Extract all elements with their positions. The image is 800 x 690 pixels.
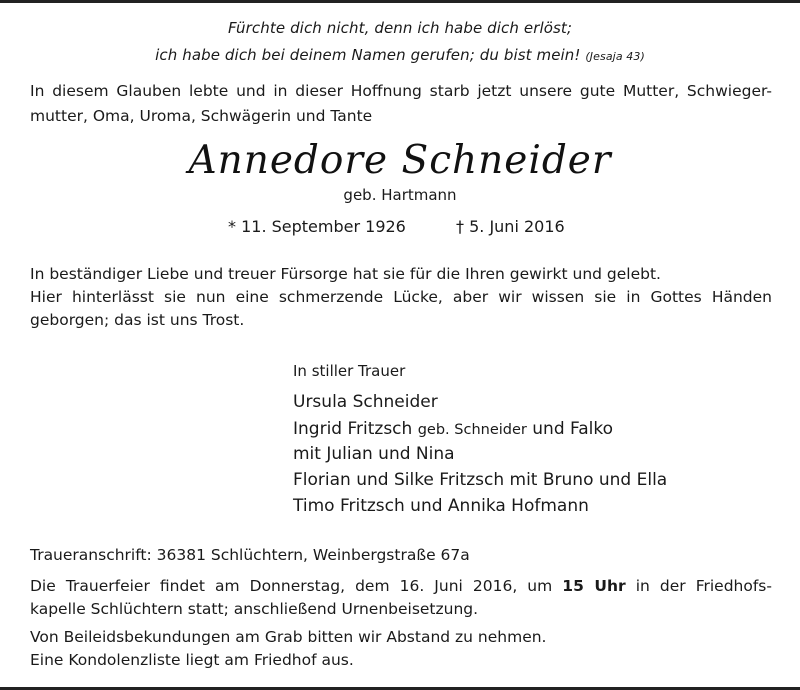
birth-date: * 11. September 1926 [228, 217, 406, 236]
mourner-line-5: Timo Fritzsch und Annika Hofmann [293, 496, 589, 516]
service-line-2: kapelle Schlüchtern statt; anschließend Urnenbeisetzung. [30, 600, 479, 618]
mourning-heading: In stiller Trauer [293, 362, 406, 380]
service-time: 15 Uhr [562, 577, 626, 595]
service-text-b: in der Friedhofs- [635, 577, 772, 595]
mourner-line-1: Ursula Schneider [293, 392, 438, 412]
intro-line-1: In diesem Glauben lebte und in dieser Hoffnung starb jetzt unsere gute Mutter, Schwieger- [30, 82, 772, 100]
tribute-line-2: Hier hinterlässt sie nun eine schmerzende Lücke, aber wir wissen sie in Gottes Händen [30, 288, 772, 306]
service-text-a: Die Trauerfeier findet am Donnerstag, dem 16. Juni 2016, um [30, 577, 553, 595]
mourner-name: Ingrid Fritzsch [293, 419, 413, 439]
bible-verse-line-1: Fürchte dich nicht, denn ich habe dich erlöst; [227, 19, 573, 37]
mourner-line-2 [293, 419, 613, 439]
bible-verse-reference: (Jesaja 43) [585, 50, 645, 63]
note-line-2: Eine Kondolenzliste liegt am Friedhof aus. [30, 651, 354, 669]
maiden-name: geb. Hartmann [343, 186, 457, 204]
death-date: † 5. Juni 2016 [456, 217, 565, 236]
bible-verse-text: ich habe dich bei deinem Namen gerufen; du bist mein! [155, 46, 581, 64]
top-border [0, 0, 800, 3]
tribute-line-1: In beständiger Liebe und treuer Fürsorge hat sie für die Ihren gewirkt und gelebt. [30, 265, 661, 283]
tribute-line-3: geborgen; das ist uns Trost. [30, 311, 245, 329]
mourner-line-3: mit Julian und Nina [293, 444, 455, 464]
mourner-partner: und Falko [532, 419, 614, 439]
mourner-line-4: Florian und Silke Fritzsch mit Bruno und Ella [293, 470, 668, 490]
note-line-1: Von Beileidsbekundungen am Grab bitten wir Abstand zu nehmen. [30, 628, 547, 646]
deceased-name: Annedore Schneider [188, 138, 612, 183]
intro-line-2: mutter, Oma, Uroma, Schwägerin und Tante [30, 107, 373, 125]
mourner-nee: geb. Schneider [417, 422, 527, 438]
bible-verse-line-2 [60, 46, 740, 64]
mourning-address: Traueranschrift: 36381 Schlüchtern, Weinbergstraße 67a [30, 546, 470, 564]
